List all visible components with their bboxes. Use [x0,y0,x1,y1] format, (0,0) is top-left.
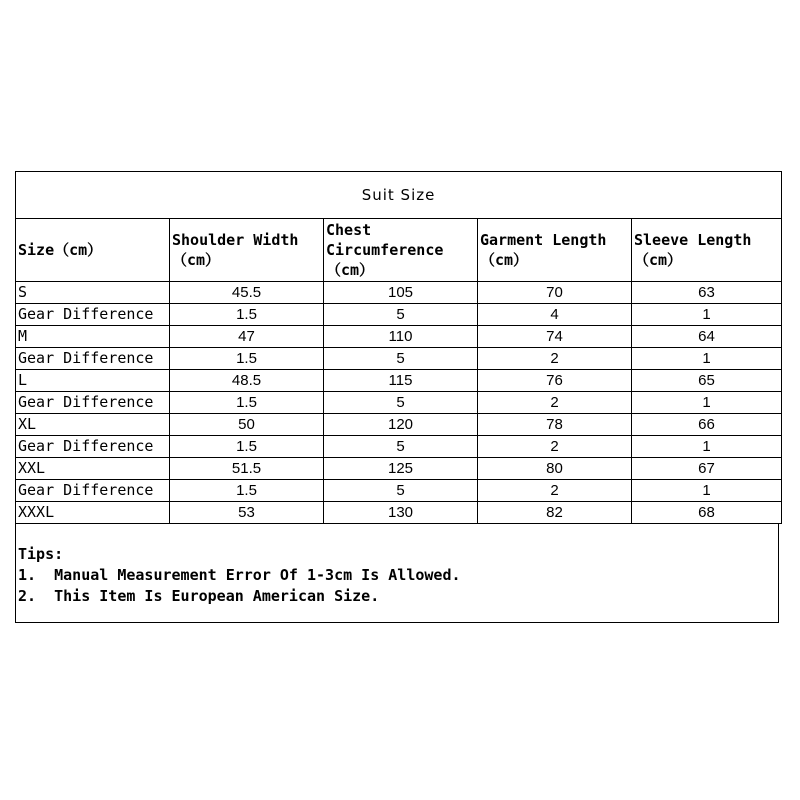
table-cell: 5 [324,304,478,326]
table-row [16,480,782,502]
size-chart [15,171,781,623]
table-row [16,348,782,370]
table-cell: 64 [632,326,782,348]
table-cell: 1 [632,348,782,370]
row-label: Gear Difference [16,436,170,458]
table-cell: 80 [478,458,632,480]
table-cell: 115 [324,370,478,392]
table-title: Suit Size [16,172,782,219]
table-cell: 66 [632,414,782,436]
table-cell: 1.5 [170,436,324,458]
table-cell: 1.5 [170,348,324,370]
row-label: XXL [16,458,170,480]
table-cell: 53 [170,502,324,524]
table-row [16,414,782,436]
table-cell: 2 [478,436,632,458]
table-cell: 74 [478,326,632,348]
row-label: L [16,370,170,392]
table-cell: 2 [478,348,632,370]
header-shoulder-width: Shoulder Width（cm） [170,219,324,282]
tips-section [15,524,779,623]
table-cell: 1.5 [170,392,324,414]
header-garment-length: Garment Length（cm） [478,219,632,282]
table-cell: 68 [632,502,782,524]
table-cell: 4 [478,304,632,326]
header-sleeve-length: Sleeve Length （cm） [632,219,782,282]
table-cell: 45.5 [170,282,324,304]
table-cell: 105 [324,282,478,304]
row-label: M [16,326,170,348]
table-cell: 5 [324,392,478,414]
table-cell: 63 [632,282,782,304]
table-cell: 125 [324,458,478,480]
table-row [16,304,782,326]
table-cell: 1 [632,304,782,326]
table-cell: 82 [478,502,632,524]
table-cell: 65 [632,370,782,392]
table-cell: 2 [478,392,632,414]
row-label: Gear Difference [16,304,170,326]
table-cell: 110 [324,326,478,348]
table-cell: 1 [632,392,782,414]
table-cell: 5 [324,480,478,502]
table-row [16,282,782,304]
table-row [16,326,782,348]
table-row [16,502,782,524]
table-cell: 48.5 [170,370,324,392]
table-cell: 120 [324,414,478,436]
table-cell: 1 [632,480,782,502]
row-label: Gear Difference [16,480,170,502]
table-cell: 1.5 [170,480,324,502]
table-cell: 67 [632,458,782,480]
row-label: Gear Difference [16,392,170,414]
table-cell: 78 [478,414,632,436]
header-row [16,219,782,282]
table-cell: 50 [170,414,324,436]
row-label: XL [16,414,170,436]
row-label: XXXL [16,502,170,524]
table-row [16,458,782,480]
table-cell: 1 [632,436,782,458]
tips-line-1: 1. Manual Measurement Error Of 1-3cm Is Allowed. [18,566,461,584]
table-row [16,392,782,414]
table-cell: 1.5 [170,304,324,326]
tips-line-2: 2. This Item Is European American Size. [18,587,380,605]
table-cell: 2 [478,480,632,502]
header-chest-circumference: Chest Circumference （cm） [324,219,478,282]
tips-heading: Tips: [18,545,64,563]
table-row [16,370,782,392]
header-size: Size（cm） [16,219,170,282]
size-table [15,171,782,524]
row-label: Gear Difference [16,348,170,370]
table-cell: 47 [170,326,324,348]
table-cell: 130 [324,502,478,524]
table-cell: 5 [324,348,478,370]
table-cell: 70 [478,282,632,304]
table-row [16,436,782,458]
table-cell: 5 [324,436,478,458]
row-label: S [16,282,170,304]
table-cell: 51.5 [170,458,324,480]
table-cell: 76 [478,370,632,392]
